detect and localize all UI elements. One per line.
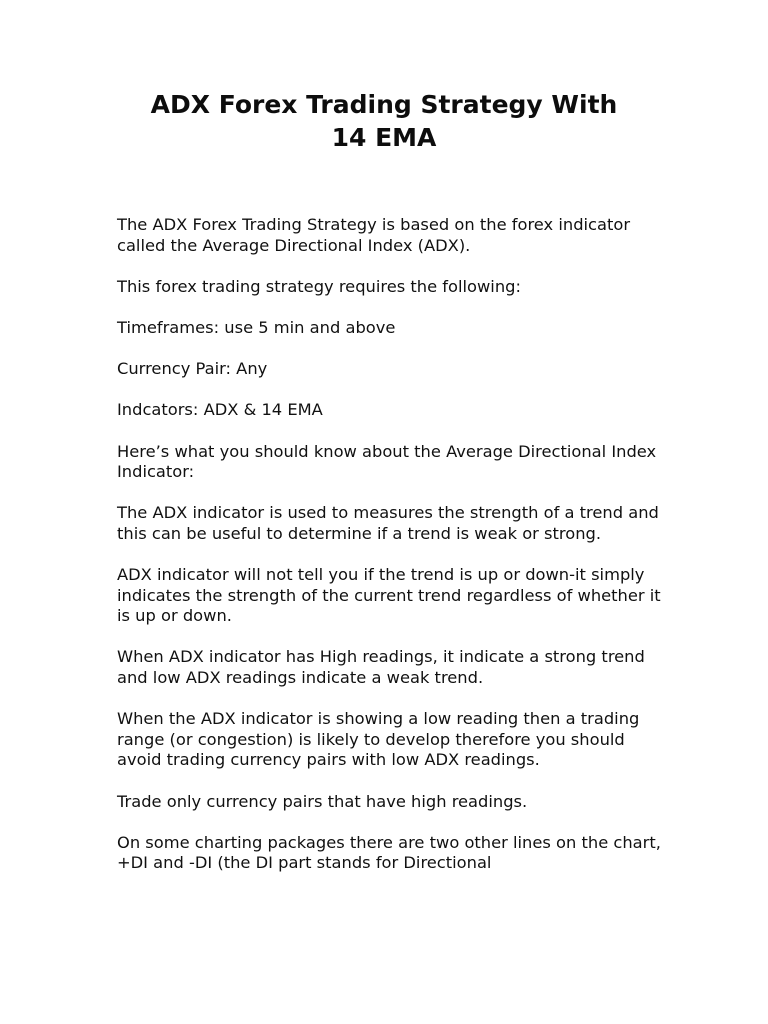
paragraph-trade-high: Trade only currency pairs that have high readings. — [117, 791, 528, 811]
paragraph-adx-intro: Here’s what you should know about the Average Directional Index Indicator: — [117, 441, 657, 482]
paragraph-currency-pair: Currency Pair: Any — [117, 359, 268, 379]
paragraph-di-lines: On some charting packages there are two other lines on the chart, +DI and -DI (the DI part stands for Directional — [117, 832, 661, 873]
paragraph-adx-readings: When ADX indicator has High readings, it indicate a strong trend and low ADX readings indicate a weak trend. — [117, 647, 645, 688]
paragraph-intro: The ADX Forex Trading Strategy is based on the forex indicator called the Average Directional Index (ADX). — [117, 215, 631, 255]
title-line-1: ADX Forex Trading Strategy With — [150, 90, 618, 119]
paragraph-indicators: Indcators: ADX & 14 EMA — [117, 400, 323, 420]
paragraph-adx-direction: ADX indicator will not tell you if the trend is up or down-it simply indicates the strength of the current trend regardless of whether it is up or down. — [117, 565, 661, 626]
paragraph-adx-strength: The ADX indicator is used to measures the strength of a trend and this can be useful to determine if a trend is weak or strong. — [117, 503, 659, 543]
document-body — [117, 215, 662, 895]
paragraph-timeframes: Timeframes: use 5 min and above — [117, 317, 396, 337]
paragraph-low-reading: When the ADX indicator is showing a low reading then a trading range (or congestion) is likely to develop therefore you should avoid trading currency pairs with low ADX readings. — [117, 709, 640, 770]
title-line-2: 14 EMA — [331, 123, 437, 152]
document-title — [100, 88, 668, 154]
paragraph-requirements: This forex trading strategy requires the following: — [117, 276, 521, 296]
